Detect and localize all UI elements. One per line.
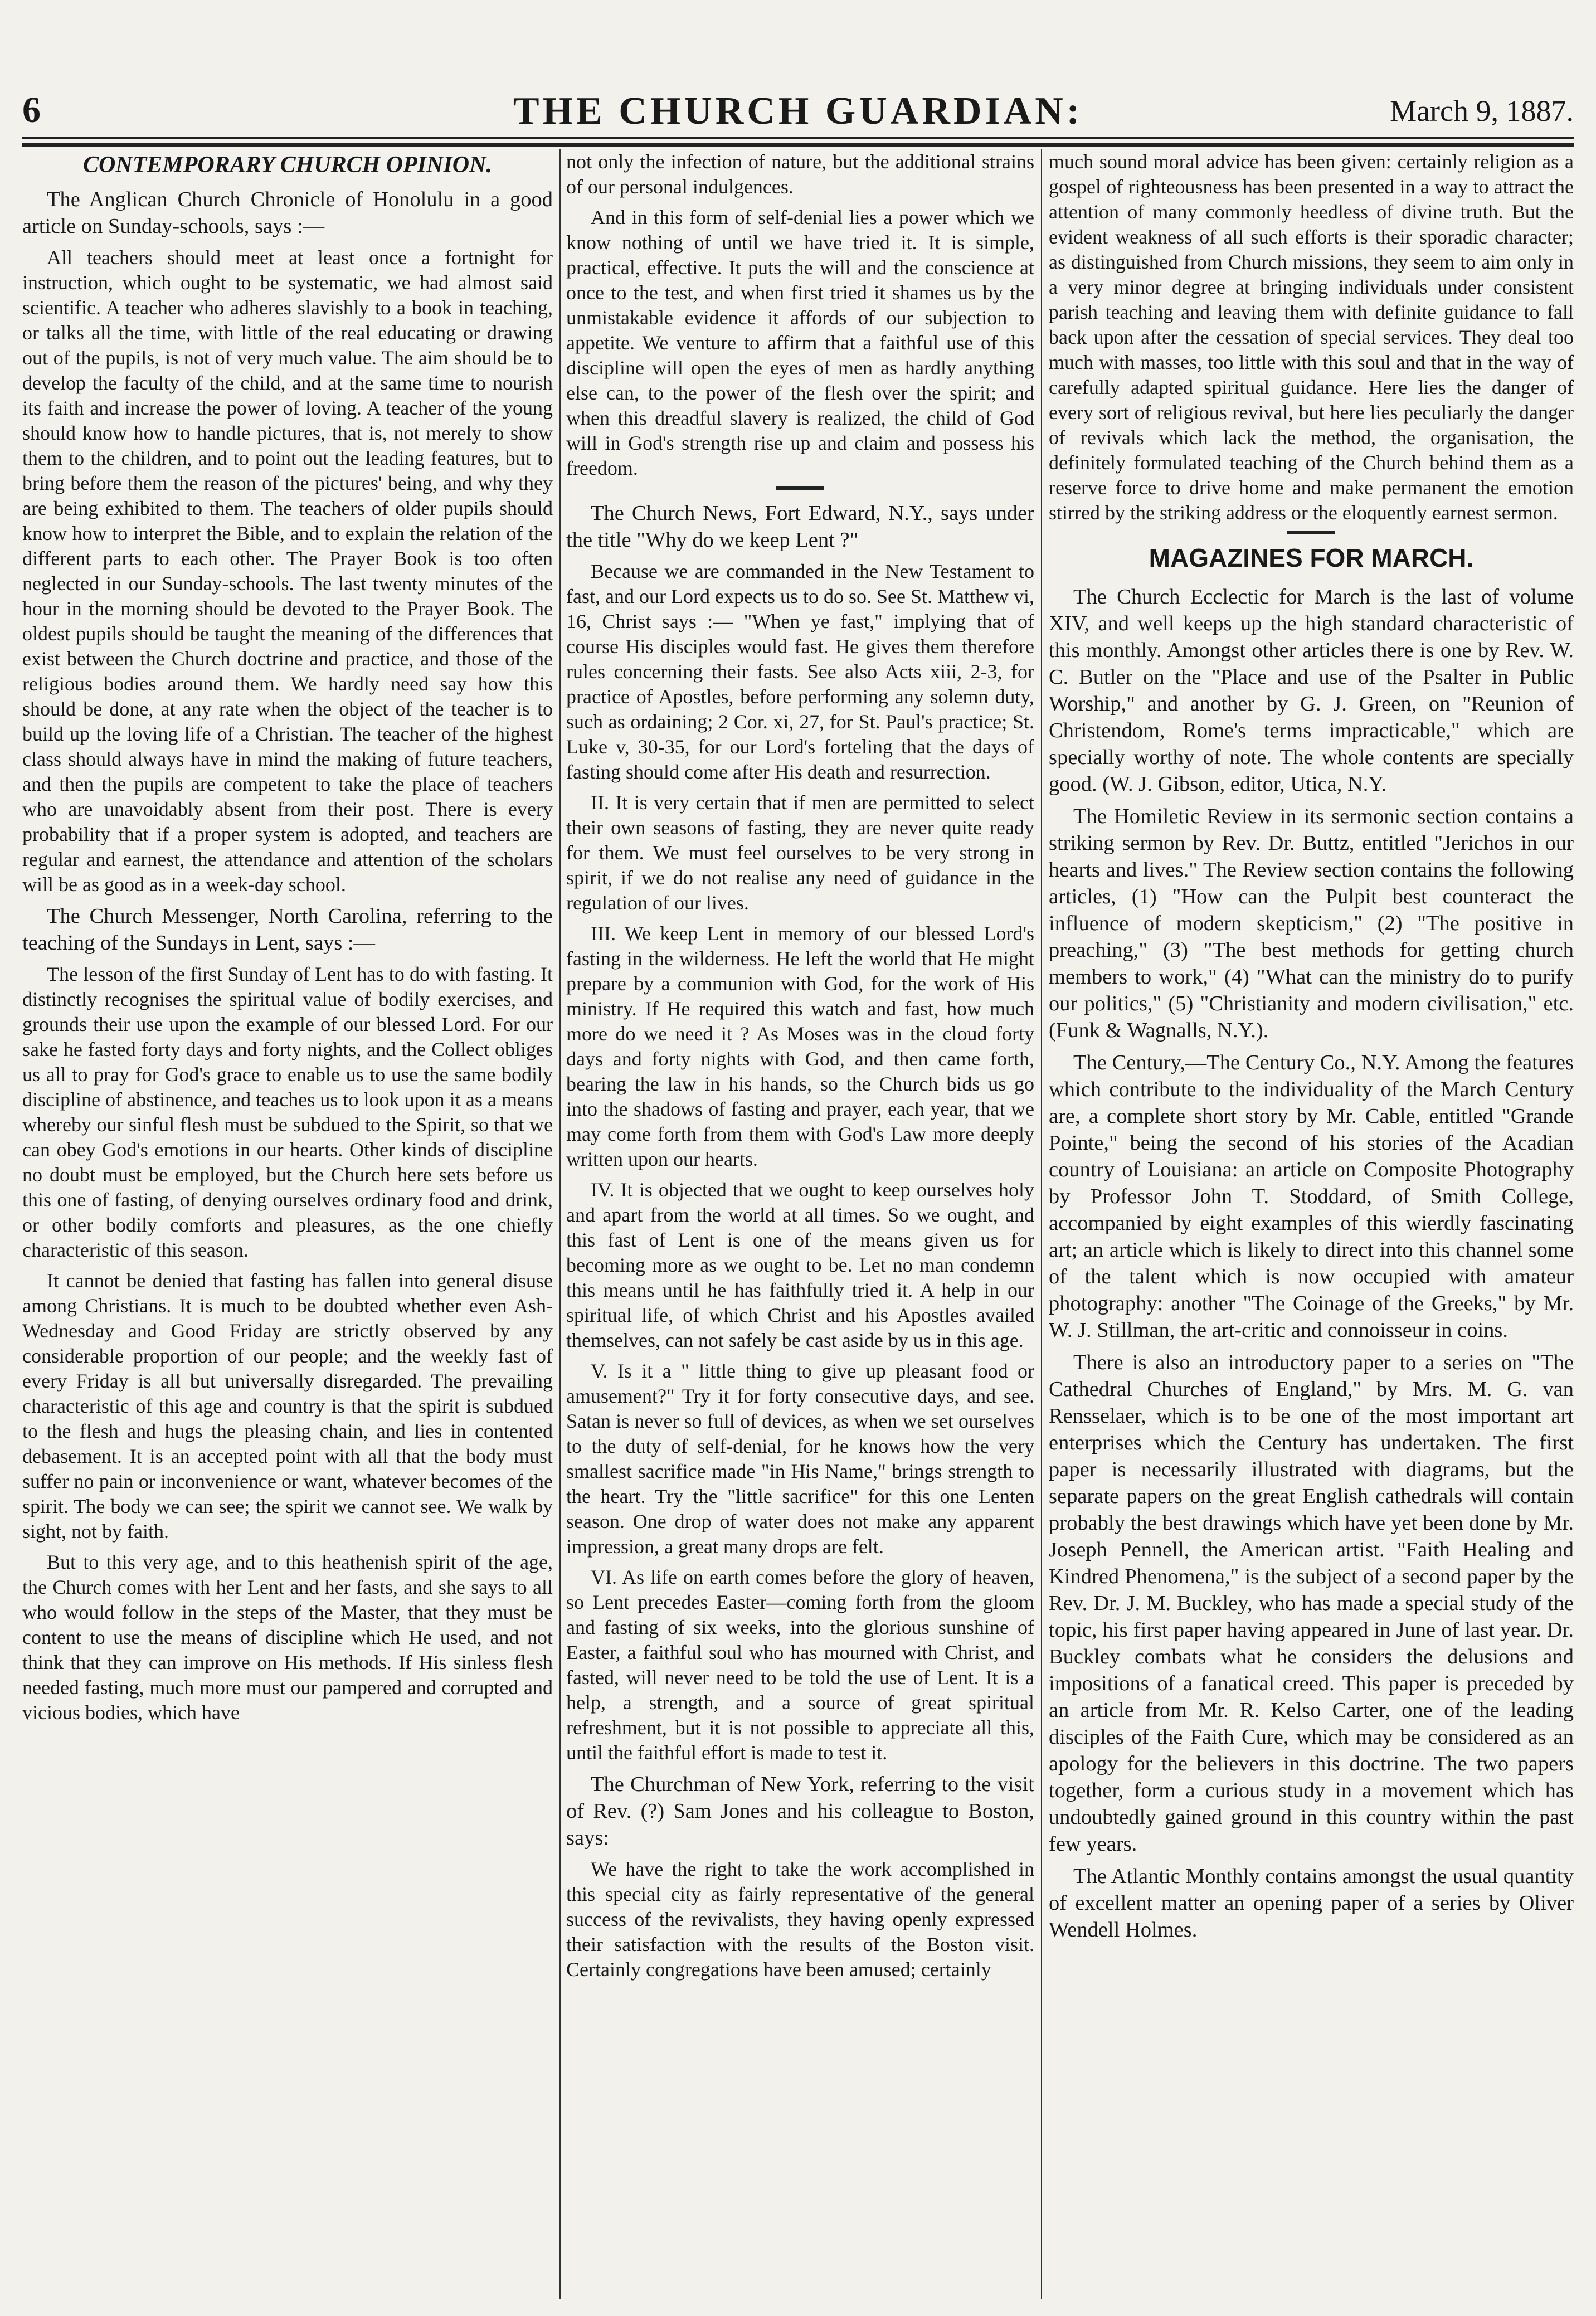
paragraph: There is also an introductory paper to a series on "The Cathedral Churches of England," by Mrs. M. G. van Rensselaer, which is to be one of the most important art enterprises which the Century has undertaken. The first paper is necessarily illustrated with diagrams, but the separate papers on the great English cathedrals will contain probably the best drawings which have yet been done by Mr. Joseph Pennell, the American artist. "Faith Healing and Kindred Phenomena," is the subject of a second paper by the Rev. Dr. J. M. Buckley, who has made a special study of the topic, his first paper having appeared in June of last year. Dr. Buckley combats what he considers the delusions and impositions of a fanatical creed. This paper is preceded by an article from Mr. R. Kelso Carter, one of the leading disciples of the Faith Cure, which may be considered as an apology for the believers in this doctrine. The two papers together, form a curious study in a movement which has undoubtedly gained ground in this country within the past few years. [1049,1351,1574,1856]
masthead-rule-thick [22,143,1574,147]
quoted-paragraph: We have the right to take the work accomplished in this special city as fairly representative of the general success of the revivalists, they having openly expressed their satisfaction with the results of the Boston visit. Certainly congregations have been amused; certainly [566,1858,1034,1981]
quoted-paragraph: V. Is it a " little thing to give up pleasant food or amusement?" Try it for forty consecutive days, and see. Satan is never so full of devices, as when we set ourselves to the duty of self-denial, for he knows how the very smallest sacrifice made "in His Name," brings strength to the heart. Try the "little sacrifice" for this one Lenten season. One drop of water does not make any apparent impression, a great many drops are felt. [566,1360,1034,1558]
newspaper-title: THE CHURCH GUARDIAN: [513,90,1083,133]
column-divider [559,149,561,2299]
quoted-paragraph: II. It is very certain that if men are permitted to select their own seasons of fasting, they are never quite ready for them. We must feel ourselves to be very strong in spirit, if we do not realise any need of guidance in the regulation of our lives. [566,791,1034,914]
issue-date: March 9, 1887. [1390,94,1574,128]
paragraph: The Church Ecclectic for March is the last of volume XIV, and well keeps up the high standard characteristic of this monthly. Amongst other articles there is one by Rev. W. C. Butler on the "Place and use of the Psalter in Public Worship," and another by G. J. Green, on "Reunion of Christendom, Rome's terms impracticable," which are specially worthy of note. The whole contents are specially good. (W. J. Gibson, editor, Utica, N.Y. [1049,585,1574,796]
paragraph: The Homiletic Review in its sermonic section contains a striking sermon by Rev. Dr. Buttz, entitled "Jerichos in our hearts and lives." The Review section contains the following articles, (1) "How can the Pulpit best counteract the influence of modern skepticism," (2) "The positive in preaching," (3) "The best methods for getting church members to work," (4) "What can the ministry do to purify our politics," (5) "Christianity and modern civilisation," etc. (Funk & Wagnalls, N.Y.). [1049,805,1574,1042]
quoted-paragraph: Because we are commanded in the New Testament to fast, and our Lord expects us to do so. See St. Matthew vi, 16, Christ says :— "When ye fast," implying that of course His disciples would fast. He gives them therefore rules concerning their fasts. See also Acts xiii, 2-3, for practice of Apostles, before performing any solemn duty, such as ordaining; 2 Cor. xi, 27, for St. Paul's practice; St. Luke v, 30-35, for our Lord's forteling that the days of fasting should come after His death and resurrection. [566,560,1034,783]
paragraph: The Church Messenger, North Carolina, referring to the teaching of the Sundays in Lent, says :— [22,904,553,955]
page-number: 6 [22,90,41,130]
quoted-paragraph: All teachers should meet at least once a fortnight for instruction, which ought to be systematic, we had almost said scientific. A teacher who adheres slavishly to a book in teaching, or talks all the time, with little of the real educating or drawing out of the pupils, is not of very much value. The aim should be to develop the faculty of the child, and at the same time to nourish its faith and increase the power of loving. A teacher of the young should know how to handle pictures, that is, not merely to show them to the children, and to point out the leading features, but to bring before them the reason of the pictures' being, and why they are being exhibited to them. The teachers of older pupils should know how to interpret the Bible, and to explain the relation of the different parts to each other. The Prayer Book is too often neglected in our Sunday-schools. The last twenty minutes of the hour in the morning should be devoted to the Prayer Book. The oldest pupils should be taught the meaning of the differences that exist between the Church doctrine and practice, and those of the religious bodies around them. We hardly need say how this should be done, at any rate when the object of the teacher is to build up the loving life of a Christian. The teacher of the highest class should always have in mind the making of future teachers, and then the pupils are competent to take the place of teachers who are unavoidably absent from their post. There is every probability that if a proper system is adopted, and teachers are regular and earnest, the attendance and attention of the scholars will be as good as in a week-day school. [22,246,553,896]
paragraph: The Atlantic Monthly contains amongst the usual quantity of excellent matter an opening paper of a series by Oliver Wendell Holmes. [1049,1865,1574,1942]
quoted-paragraph: But to this very age, and to this heathenish spirit of the age, the Church comes with her Lent and her fasts, and she says to all who would follow in the steps of the Master, that they must be content to use the means of discipline which He used, and not think that they can improve on His methods. If His sinless flesh needed fasting, much more must our pampered and corrupted and vicious bodies, which have [22,1551,553,1724]
quoted-paragraph: not only the infection of nature, but the additional strains of our personal indulgences. [566,150,1034,198]
masthead [22,89,1574,139]
quoted-paragraph: much sound moral advice has been given: certainly religion as a gospel of righteousness has been presented in a way to attract the attention of many commonly heedless of divine truth. But the evident weakness of all such efforts is their sporadic character; as distinguished from Church missions, they seem to aim only in a very minor degree at bringing individuals under consistent parish teaching and leaving them with definite guidance to fall back upon after the cessation of special services. They deal too much with masses, too little with this soul and that in the way of carefully adapted spiritual guidance. Here lies the danger of every sort of religious revival, but here lies peculiarly the danger of revivals which lack the method, the organisation, the definitely formulated teaching of the Church behind them as a reserve force to drive home and make permanent the emotion stirred by the striking address or the eloquently earnest sermon. [1049,150,1574,524]
section-heading-magazines: MAGAZINES FOR MARCH. [1149,543,1474,572]
paragraph: The Churchman of New York, referring to the visit of Rev. (?) Sam Jones and his colleague to Boston, says: [566,1773,1034,1850]
column-2 [566,149,1034,2299]
paragraph: The Century,—The Century Co., N.Y. Among the features which contribute to the individuality of the March Century are, a complete short story by Mr. Cable, entitled "Grande Pointe," being the second of his stories of the Acadian country of Louisiana: an article on Composite Photography by Professor John T. Stoddard, of Smith College, accompanied by eight examples of this wierdly fascinating art; an article which is likely to direct into this channel some of the talent which is now occupied with amateur photography: another "The Coinage of the Greeks," by Mr. W. J. Stillman, the art-critic and connoisseur in coins. [1049,1051,1574,1342]
paragraph: The Church News, Fort Edward, N.Y., says under the title "Why do we keep Lent ?" [566,502,1034,552]
paragraph: The Anglican Church Chronicle of Honolulu in a good article on Sunday-schools, says :— [22,188,553,238]
quoted-paragraph: VI. As life on earth comes before the glory of heaven, so Lent precedes Easter—coming forth from the gloom and fasting of six weeks, into the glorious sunshine of Easter, a faithful soul who has mourned with Christ, and fasted, will never need to be told the use of Lent. It is a help, a strength, and a source of great spiritual refreshment, but it is not possible to appreciate all this, until the faithful effort is made to test it. [566,1566,1034,1764]
masthead-rule-thin [22,137,1574,139]
section-separator [776,486,824,490]
section-heading-church-opinion: CONTEMPORARY CHURCH OPINION. [83,152,492,178]
quoted-paragraph: And in this form of self-denial lies a power which we know nothing of until we have tried it. It is simple, practical, effective. It puts the will and the conscience at once to the test, and when first tried it shames us by the unmistakable evidence it affords of our subjection to appetite. We venture to affirm that a faithful use of this discipline will open the eyes of men as hardly anything else can, to the power of the flesh over the spirit; and when this dreadful slavery is realized, the child of God will in God's strength rise up and claim and possess his freedom. [566,206,1034,479]
column-divider [1041,149,1042,2299]
section-separator [1287,531,1335,534]
column-1 [22,149,553,2299]
quoted-paragraph: IV. It is objected that we ought to keep ourselves holy and apart from the world at all times. So we ought, and this fast of Lent is one of the means given us for becoming more as we ought to be. Let no man condemn this means until he has faithfully tried it. A help in our spiritual life, of which Christ and his Apostles availed themselves, can not safely be cast aside by us in this age. [566,1179,1034,1351]
quoted-paragraph: III. We keep Lent in memory of our blessed Lord's fasting in the wilderness. He left the world that He might prepare by a communion with God, for the work of His ministry. If He required this watch and fast, how much more do we need it ? As Moses was in the cloud forty days and forty nights with God, and then came forth, bearing the law in his hands, so the Church bids us go into the shadows of fasting and prayer, each year, that we may come forth from them with God's Law more deeply written upon our hearts. [566,922,1034,1170]
quoted-paragraph: It cannot be denied that fasting has fallen into general disuse among Christians. It is much to be doubted whether even Ash-Wednesday and Good Friday are strictly observed by any considerable proportion of our people; and the weekly fast of every Friday is all but universally disregarded. The prevailing characteristic of this age and country is that the spirit is subdued to the flesh and hugs the pleasing chain, and lies in contented debasement. It is an accepted point with all that the body must suffer no pain or inconvenience or want, whatever becomes of the spirit. The body we can see; the spirit we cannot see. We walk by sight, not by faith. [22,1269,553,1543]
quoted-paragraph: The lesson of the first Sunday of Lent has to do with fasting. It distinctly recognises the spiritual value of bodily exercises, and grounds their use upon the example of our blessed Lord. For our sake he fasted forty days and forty nights, and the Collect obliges us all to pray for God's grace to enable us to use the same bodily discipline of abstinence, and teaches us to look upon it as a means whereby our sinful flesh must be subdued to the Spirit, so that we can obey God's emotions in our hearts. Other kinds of discipline no doubt must be employed, but the Church here sets before us this one of fasting, of denying ourselves ordinary food and drink, or other bodily comforts and pleasures, as the one chiefly characteristic of this season. [22,963,553,1261]
column-3 [1049,149,1574,2299]
